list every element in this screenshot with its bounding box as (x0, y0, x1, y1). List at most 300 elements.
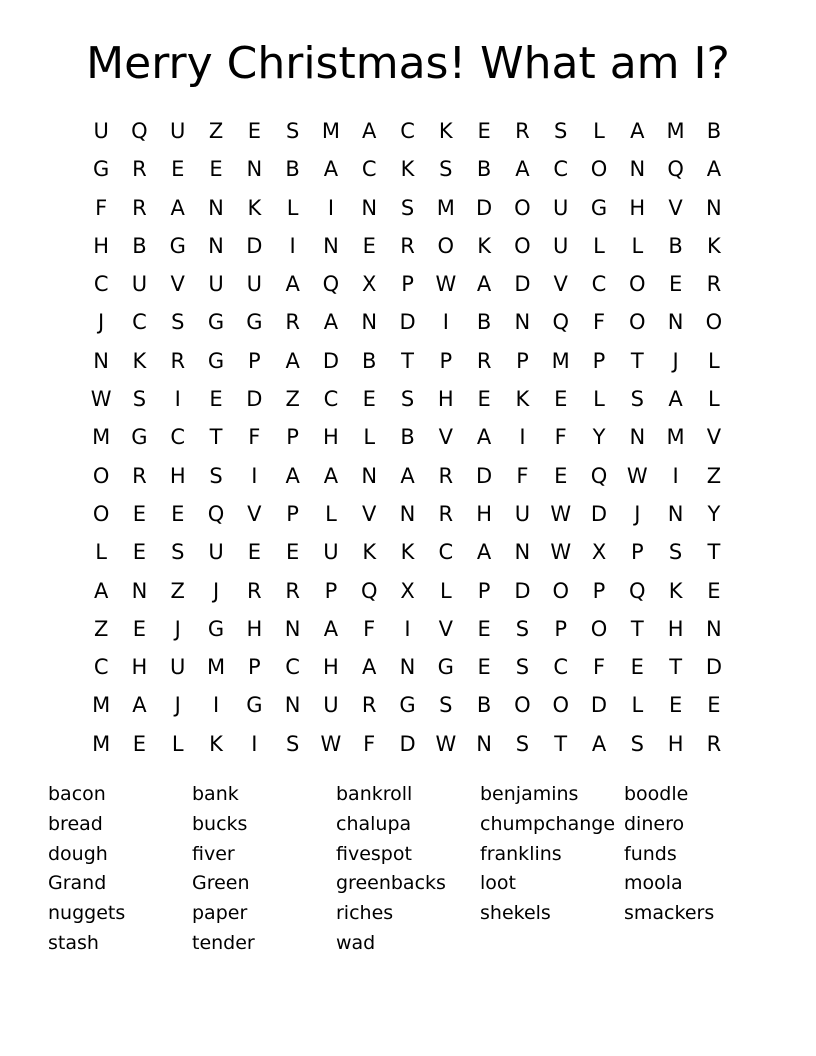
grid-letter: T (209, 425, 223, 450)
grid-letter: B (285, 157, 300, 182)
grid-letter: E (132, 540, 147, 565)
grid-letter: Z (170, 578, 185, 603)
word-list-item: fiver (192, 842, 235, 865)
word-list-item: loot (480, 872, 516, 895)
grid-row (82, 495, 733, 533)
grid-letter: C (93, 655, 109, 680)
grid-letter: Q (667, 157, 684, 182)
page-title: Merry Christmas! What am I? (86, 38, 730, 89)
grid-letter: A (285, 463, 300, 488)
grid-letter: K (362, 540, 377, 565)
grid-letter: M (92, 425, 111, 450)
grid-letter: I (404, 616, 411, 641)
grid-letter: O (590, 157, 608, 182)
grid-letter: S (171, 540, 185, 565)
grid-letter: K (400, 540, 415, 565)
word-list-item: wad (336, 931, 376, 954)
grid-letter: E (247, 119, 261, 143)
grid-letter: H (323, 655, 339, 680)
grid-letter: L (95, 540, 107, 565)
grid-letter: R (476, 348, 492, 373)
grid-letter: C (553, 655, 569, 680)
grid-letter: L (325, 501, 337, 526)
grid-letter: I (212, 693, 220, 718)
grid-letter: L (286, 195, 299, 220)
grid-letter: L (593, 387, 605, 412)
grid-letter: D (246, 233, 263, 258)
grid-letter: W (90, 387, 112, 412)
grid-letter: A (476, 540, 492, 565)
grid-letter: E (362, 387, 376, 412)
grid-letter: R (132, 157, 147, 182)
grid-letter: R (132, 463, 147, 488)
grid-letter: M (436, 195, 455, 220)
grid-letter: W (550, 501, 572, 526)
grid-letter: E (132, 501, 147, 526)
grid-letter: M (666, 425, 685, 450)
grid-letter: H (629, 195, 646, 220)
grid-letter: K (132, 348, 147, 373)
grid-row (82, 457, 733, 495)
grid-letter: A (285, 348, 300, 373)
grid-letter: I (672, 463, 679, 488)
grid-letter: S (630, 731, 644, 756)
grid-letter: S (439, 693, 453, 718)
grid-letter: U (170, 119, 186, 143)
grid-letter: A (515, 157, 530, 182)
grid-letter: U (93, 119, 109, 143)
grid-letter: X (591, 540, 607, 565)
grid-letter: A (706, 157, 722, 182)
grid-letter: O (552, 578, 569, 603)
grid-letter: V (362, 501, 377, 526)
grid-letter: T (707, 540, 721, 565)
grid-letter: E (668, 272, 683, 297)
grid-letter: B (400, 425, 415, 450)
grid-letter: J (174, 693, 181, 718)
grid-letter: A (323, 310, 339, 335)
grid-letter: Q (360, 578, 378, 603)
grid-letter: B (706, 119, 722, 143)
grid-letter: F (592, 655, 606, 680)
grid-letter: R (247, 578, 262, 603)
grid-letter: G (246, 693, 263, 718)
grid-letter: N (706, 616, 722, 641)
grid-letter: N (667, 501, 684, 526)
grid-letter: D (590, 693, 608, 718)
grid-letter: T (669, 655, 683, 680)
grid-letter: E (171, 157, 185, 182)
grid-letter: Z (706, 463, 722, 488)
grid-letter: N (284, 616, 301, 641)
grid-row (82, 648, 733, 686)
grid-letter: O (514, 195, 531, 220)
grid-letter: I (251, 463, 258, 488)
grid-letter: W (626, 463, 648, 488)
grid-letter: N (629, 157, 646, 182)
grid-letter: N (208, 233, 224, 258)
word-list-item: bankroll (336, 783, 413, 805)
grid-row (82, 150, 733, 188)
grid-letter: C (170, 425, 186, 450)
grid-letter: G (590, 195, 608, 220)
grid-letter: N (706, 195, 722, 220)
grid-letter: M (206, 655, 226, 680)
grid-letter: J (98, 310, 105, 335)
grid-letter: Q (322, 272, 340, 297)
grid-letter: S (400, 387, 415, 412)
grid-letter: R (285, 578, 300, 603)
grid-letter: V (438, 616, 453, 641)
grid-letter: B (476, 693, 492, 718)
word-list-item: bucks (192, 812, 248, 835)
grid-letter: U (208, 540, 224, 565)
grid-letter: U (170, 655, 186, 680)
grid-letter: E (209, 157, 223, 182)
grid-letter: U (323, 540, 339, 565)
grid-row (82, 418, 733, 456)
grid-letter: U (131, 272, 148, 297)
grid-letter: Y (707, 501, 721, 526)
grid-letter: O (629, 310, 646, 335)
word-list-item: funds (624, 842, 677, 865)
grid-letter: S (132, 387, 147, 412)
grid-letter: F (363, 616, 376, 641)
grid-letter: C (285, 655, 300, 680)
grid-letter: Z (208, 119, 224, 143)
grid-letter: R (515, 119, 530, 143)
grid-letter: N (361, 195, 378, 220)
grid-letter: S (439, 157, 453, 182)
grid-letter: D (514, 578, 531, 603)
grid-letter: K (209, 731, 223, 756)
grid-letter: I (519, 425, 526, 450)
grid-letter: N (208, 195, 224, 220)
grid-row (82, 303, 733, 341)
grid-letter: E (477, 119, 491, 143)
grid-letter: N (399, 501, 416, 526)
grid-letter: T (630, 616, 644, 641)
grid-letter: F (363, 731, 376, 756)
grid-letter: D (476, 463, 493, 488)
grid-letter: G (93, 157, 110, 182)
grid-letter: S (400, 195, 415, 220)
grid-letter: O (629, 272, 646, 297)
word-list (48, 780, 768, 959)
grid-letter: L (708, 348, 720, 373)
grid-letter: E (707, 693, 721, 718)
grid-row (82, 227, 733, 265)
grid-letter: D (514, 272, 531, 297)
word-list-item: boodle (624, 783, 689, 805)
word-list-item: moola (624, 872, 683, 895)
grid-letter: P (630, 540, 644, 565)
grid-letter: C (591, 272, 607, 297)
grid-letter: U (208, 272, 224, 297)
grid-letter: Q (207, 501, 225, 526)
word-list-item: bank (192, 783, 239, 805)
grid-letter: G (437, 655, 454, 680)
word-list-item: riches (336, 902, 394, 925)
grid-letter: R (438, 463, 454, 488)
grid-letter: M (92, 731, 111, 756)
grid-letter: L (439, 578, 452, 603)
grid-letter: O (92, 463, 110, 488)
grid-letter: S (554, 119, 568, 143)
grid-letter: N (514, 540, 531, 565)
word-list-item: nuggets (48, 902, 126, 925)
word-list-item: franklins (480, 842, 562, 865)
grid-letter: K (515, 387, 530, 412)
grid-letter: V (706, 425, 722, 450)
grid-letter: N (399, 655, 416, 680)
grid-letter: P (439, 348, 453, 373)
grid-letter: P (516, 348, 529, 373)
grid-letter: H (93, 233, 110, 258)
word-list-item: chumpchange (480, 812, 616, 835)
grid-letter: S (209, 463, 223, 488)
grid-letter: M (92, 693, 111, 718)
grid-letter: B (476, 157, 492, 182)
grid-letter: S (515, 616, 530, 641)
grid-letter: R (438, 501, 454, 526)
grid-letter: A (323, 463, 339, 488)
grid-letter: M (551, 348, 570, 373)
grid-letter: P (286, 425, 299, 450)
grid-letter: E (477, 655, 491, 680)
grid-letter: O (590, 616, 608, 641)
grid-row (82, 610, 733, 648)
grid-letter: U (323, 693, 339, 718)
grid-letter: A (591, 731, 607, 756)
grid-row (82, 725, 733, 763)
grid-row (82, 189, 733, 227)
grid-letter: L (631, 693, 644, 718)
grid-letter: A (132, 693, 147, 718)
grid-letter: E (477, 387, 491, 412)
grid-letter: K (438, 119, 453, 143)
grid-letter: A (170, 195, 185, 220)
grid-letter: M (321, 119, 340, 143)
grid-letter: R (361, 693, 377, 718)
grid-letter: G (131, 425, 148, 450)
grid-letter: K (707, 233, 721, 258)
word-list-item: tender (192, 931, 255, 954)
grid-letter: P (286, 501, 299, 526)
grid-letter: H (667, 731, 684, 756)
grid-letter: B (132, 233, 147, 258)
grid-letter: R (132, 195, 147, 220)
grid-letter: C (361, 157, 377, 182)
grid-letter: N (93, 348, 109, 373)
grid-letter: H (131, 655, 148, 680)
grid-letter: T (554, 731, 568, 756)
grid-letter: S (515, 731, 530, 756)
grid-letter: U (553, 233, 569, 258)
grid-letter: A (476, 425, 492, 450)
grid-letter: G (207, 616, 225, 641)
grid-letter: Q (552, 310, 569, 335)
word-list-item: dough (48, 842, 108, 865)
grid-letter: N (246, 157, 263, 182)
grid-letter: E (171, 501, 185, 526)
grid-letter: B (362, 348, 377, 373)
grid-letter: I (289, 233, 296, 258)
grid-letter: H (323, 425, 339, 450)
grid-letter: G (207, 348, 225, 373)
grid-letter: W (320, 731, 342, 756)
grid-letter: N (361, 310, 378, 335)
grid-letter: O (92, 501, 110, 526)
grid-letter: E (285, 540, 300, 565)
grid-letter: N (284, 693, 301, 718)
grid-letter: A (668, 387, 683, 412)
grid-letter: J (672, 348, 679, 373)
grid-letter: P (248, 655, 261, 680)
grid-letter: B (476, 310, 492, 335)
grid-letter: C (438, 540, 454, 565)
grid-letter: W (435, 272, 457, 297)
grid-row (82, 686, 733, 724)
word-list-item: stash (48, 931, 99, 954)
grid-letter: A (323, 616, 339, 641)
grid-letter: V (438, 425, 453, 450)
word-list-item: Green (192, 872, 250, 895)
grid-letter: C (132, 310, 147, 335)
grid-letter: R (285, 310, 300, 335)
grid-letter: E (477, 616, 491, 641)
grid-letter: A (93, 578, 109, 603)
grid-letter: S (630, 387, 644, 412)
grid-letter: P (554, 616, 568, 641)
grid-letter: F (516, 463, 529, 488)
grid-row (82, 533, 733, 571)
grid-letter: E (132, 616, 147, 641)
grid-letter: S (171, 310, 185, 335)
word-list-item: Grand (48, 872, 107, 895)
grid-letter: R (706, 272, 722, 297)
grid-letter: V (247, 501, 262, 526)
grid-letter: D (399, 310, 416, 335)
grid-letter: H (437, 387, 454, 412)
grid-letter: N (361, 463, 378, 488)
grid-letter: G (246, 310, 263, 335)
grid-letter: D (246, 387, 263, 412)
grid-row (82, 112, 733, 150)
grid-letter: K (668, 578, 683, 603)
grid-letter: A (323, 157, 339, 182)
grid-row (82, 265, 733, 303)
grid-letter: W (550, 540, 572, 565)
grid-letter: D (476, 195, 493, 220)
grid-letter: O (437, 233, 455, 258)
grid-letter: A (630, 119, 645, 143)
grid-letter: A (362, 119, 377, 143)
grid-letter: S (285, 119, 300, 143)
grid-letter: K (477, 233, 491, 258)
grid-letter: O (705, 310, 723, 335)
grid-letter: U (514, 501, 531, 526)
grid-letter: Z (93, 616, 109, 641)
grid-letter: E (362, 233, 376, 258)
grid-letter: H (169, 463, 186, 488)
grid-letter: K (400, 157, 415, 182)
word-list-item: dinero (624, 812, 685, 835)
word-list-item: benjamins (480, 783, 579, 805)
grid-letter: I (442, 310, 449, 335)
grid-letter: W (435, 731, 457, 756)
grid-letter: P (477, 578, 491, 603)
grid-letter: A (400, 463, 415, 488)
grid-letter: I (251, 731, 258, 756)
grid-letter: J (174, 616, 181, 641)
grid-letter: P (324, 578, 338, 603)
grid-letter: F (248, 425, 261, 450)
grid-row (82, 342, 733, 380)
grid-letter: H (246, 616, 263, 641)
grid-letter: E (554, 387, 568, 412)
word-list-item: chalupa (336, 812, 412, 835)
grid-row (82, 380, 733, 418)
grid-letter: C (323, 387, 339, 412)
word-list-item: bread (48, 812, 103, 835)
grid-letter: K (247, 195, 262, 220)
grid-letter: I (174, 387, 181, 412)
grid-letter: V (553, 272, 568, 297)
grid-row (82, 572, 733, 610)
grid-letter: S (515, 655, 530, 680)
grid-letter: P (248, 348, 261, 373)
word-search-grid (82, 112, 733, 763)
grid-letter: U (553, 195, 569, 220)
grid-letter: L (593, 119, 605, 143)
grid-letter: D (322, 348, 340, 373)
grid-letter: L (363, 425, 376, 450)
grid-letter: E (132, 731, 147, 756)
grid-letter: I (327, 195, 335, 220)
grid-letter: D (705, 655, 722, 680)
grid-letter: L (708, 387, 720, 412)
grid-letter: L (171, 731, 184, 756)
grid-letter: T (401, 348, 414, 373)
grid-letter: P (592, 348, 606, 373)
grid-letter: N (514, 310, 531, 335)
grid-letter: D (399, 731, 416, 756)
grid-letter: O (514, 233, 531, 258)
grid-letter: F (95, 195, 108, 220)
grid-letter: Z (285, 387, 300, 412)
word-list-item: paper (192, 902, 248, 925)
grid-letter: F (554, 425, 567, 450)
grid-letter: E (707, 578, 721, 603)
grid-letter: Y (592, 425, 606, 450)
grid-letter: G (399, 693, 416, 718)
word-list-item: fivespot (336, 842, 412, 865)
grid-letter: V (668, 195, 683, 220)
word-list-item: greenbacks (336, 872, 446, 895)
grid-letter: F (592, 310, 606, 335)
grid-letter: L (593, 233, 605, 258)
grid-letter: P (401, 272, 414, 297)
grid-letter: E (668, 693, 683, 718)
grid-letter: Q (131, 119, 148, 143)
grid-letter: Q (590, 463, 608, 488)
grid-letter: N (629, 425, 646, 450)
grid-letter: C (400, 119, 415, 143)
grid-letter: A (285, 272, 300, 297)
grid-letter: A (476, 272, 492, 297)
grid-letter: U (246, 272, 263, 297)
